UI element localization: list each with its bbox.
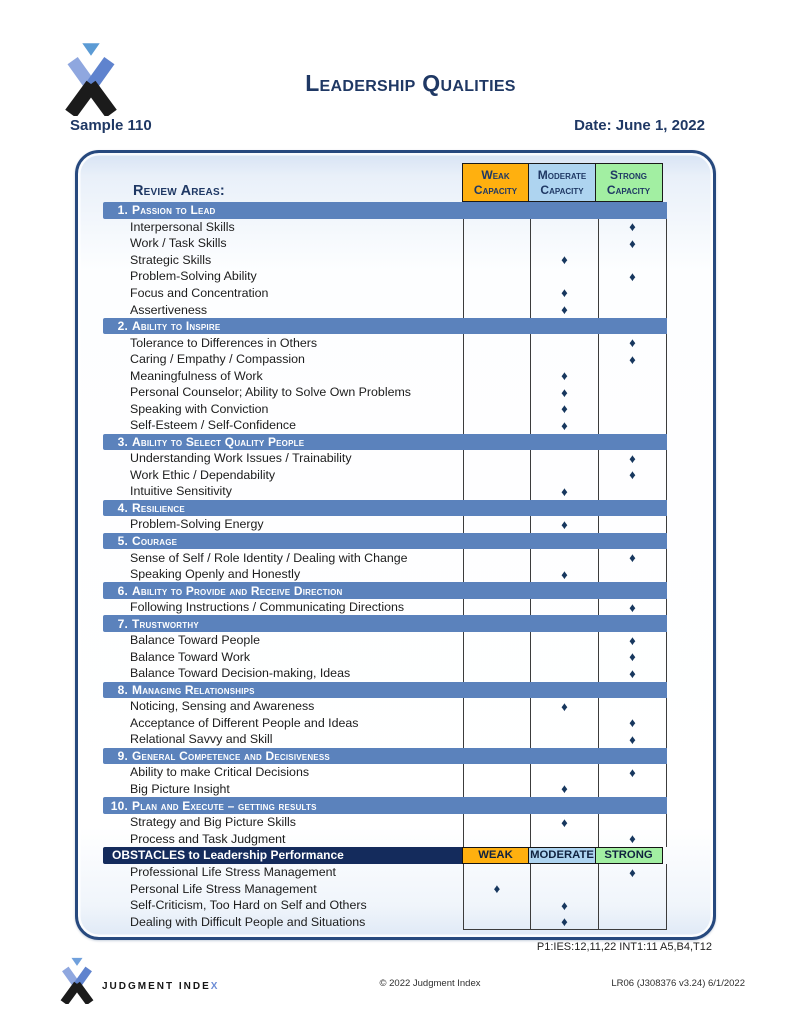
rating-cell-weak (463, 715, 531, 732)
obstacles-column-weak: WEAK (462, 847, 530, 864)
rating-cell-moderate (531, 301, 599, 318)
review-row (103, 814, 667, 831)
rating-cell-strong (599, 252, 667, 269)
rating-diamond-icon: ♦ (629, 335, 636, 351)
rating-cell-weak (463, 781, 531, 798)
section-header (103, 500, 667, 517)
review-areas-label: Review Areas: (133, 183, 225, 199)
rating-cell-weak (463, 301, 531, 318)
row-label: Assertiveness (130, 302, 208, 317)
rating-cell-weak (463, 367, 531, 384)
review-row (103, 632, 667, 649)
rating-cell-moderate (531, 516, 599, 533)
rating-diamond-icon: ♦ (629, 831, 636, 847)
review-row (103, 483, 667, 500)
rating-cell-weak (463, 549, 531, 566)
report-box (75, 150, 716, 940)
section-number: 7. (117, 616, 128, 631)
section-header (103, 582, 667, 599)
rating-cell-moderate (531, 235, 599, 252)
section-header (103, 682, 667, 699)
rating-cell-weak (463, 483, 531, 500)
rating-cell-weak (463, 285, 531, 302)
section-header (103, 318, 667, 335)
rating-cell-moderate (531, 731, 599, 748)
row-label: Problem-Solving Ability (130, 269, 257, 284)
rating-cell-moderate (531, 334, 599, 351)
rating-cell-strong (599, 268, 667, 285)
rating-cell-weak (463, 252, 531, 269)
rating-cell-strong (599, 384, 667, 401)
rating-cell-strong (599, 764, 667, 781)
column-header-line: Capacity (473, 182, 518, 197)
rating-cell-weak (463, 235, 531, 252)
rating-diamond-icon: ♦ (561, 897, 568, 913)
row-label: Big Picture Insight (130, 781, 230, 796)
rating-cell-strong (599, 715, 667, 732)
rating-diamond-icon: ♦ (561, 781, 568, 797)
review-row (103, 400, 667, 417)
review-row (103, 219, 667, 236)
rating-cell-strong (599, 648, 667, 665)
section-number: 6. (117, 583, 128, 598)
review-row (103, 764, 667, 781)
rating-cell-moderate (531, 814, 599, 831)
rating-cell-moderate (531, 715, 599, 732)
section-header (103, 615, 667, 632)
table-body (103, 202, 667, 930)
row-label: Balance Toward Work (130, 649, 251, 664)
rating-cell-moderate (531, 698, 599, 715)
rating-cell-weak (463, 880, 531, 897)
rating-cell-weak (463, 632, 531, 649)
rating-diamond-icon: ♦ (493, 881, 501, 897)
rating-cell-weak (463, 648, 531, 665)
section-number: 4. (117, 500, 128, 515)
row-label: Tolerance to Differences in Others (130, 335, 318, 350)
column-header-moderate (528, 163, 596, 202)
rating-cell-strong (599, 864, 667, 881)
rating-cell-weak (463, 599, 531, 616)
review-row (103, 367, 667, 384)
rating-diamond-icon: ♦ (629, 550, 636, 566)
rating-diamond-icon: ♦ (629, 450, 636, 466)
report-date: Date: June 1, 2022 (574, 117, 705, 134)
row-label: Ability to make Critical Decisions (130, 765, 310, 780)
rating-diamond-icon: ♦ (561, 285, 568, 301)
column-header-line: Capacity (540, 182, 584, 197)
brand-wordmark (102, 981, 219, 992)
review-row (103, 648, 667, 665)
review-row (103, 285, 667, 302)
rating-cell-moderate (531, 351, 599, 368)
rating-cell-strong (599, 698, 667, 715)
rating-cell-strong (599, 235, 667, 252)
rating-diamond-icon: ♦ (561, 483, 568, 499)
rating-cell-strong (599, 632, 667, 649)
section-title: General Competence and Decisiveness (132, 748, 330, 763)
review-row (103, 566, 667, 583)
obstacles-column-moderate: MODERATE (528, 847, 596, 864)
row-label: Sense of Self / Role Identity / Dealing with Change (130, 550, 408, 565)
section-number: 10. (110, 798, 128, 813)
obstacles-header (103, 847, 667, 864)
rating-diamond-icon: ♦ (629, 351, 636, 367)
rating-cell-weak (463, 450, 531, 467)
row-label: Intuitive Sensitivity (130, 484, 232, 499)
row-label: Professional Life Stress Management (130, 865, 336, 880)
logo-triangle-icon (82, 43, 99, 56)
section-title: Courage (132, 534, 178, 548)
section-header (103, 434, 667, 451)
rating-cell-moderate (531, 566, 599, 583)
row-label: Process and Task Judgment (130, 831, 286, 846)
review-row (103, 781, 667, 798)
rating-cell-strong (599, 897, 667, 914)
column-header-line: Capacity (606, 182, 651, 197)
section-title: Trustworthy (132, 616, 199, 631)
row-label: Work Ethic / Dependability (130, 467, 276, 482)
section-title: Managing Relationships (132, 682, 255, 697)
rating-diamond-icon: ♦ (629, 864, 636, 880)
rating-cell-moderate (531, 632, 599, 649)
section-title: Ability to Inspire (132, 319, 221, 334)
rating-cell-moderate (531, 665, 599, 682)
rating-cell-moderate (531, 897, 599, 914)
review-table (103, 163, 667, 930)
row-label: Dealing with Difficult People and Situations (130, 914, 366, 929)
row-label: Personal Life Stress Management (130, 881, 317, 896)
rating-cell-weak (463, 400, 531, 417)
review-row (103, 384, 667, 401)
rating-cell-strong (599, 516, 667, 533)
review-row (103, 549, 667, 566)
rating-cell-strong (599, 467, 667, 484)
column-header-line: Weak (481, 167, 510, 182)
row-label: Strategy and Big Picture Skills (130, 815, 296, 830)
brand-x-icon: X (210, 981, 220, 992)
row-label: Understanding Work Issues / Trainability (130, 451, 352, 466)
rating-cell-weak (463, 334, 531, 351)
rating-diamond-icon: ♦ (561, 252, 568, 268)
section-header (103, 202, 667, 219)
rating-cell-weak (463, 219, 531, 236)
rating-cell-moderate (531, 864, 599, 881)
rating-cell-moderate (531, 285, 599, 302)
rating-cell-strong (599, 351, 667, 368)
rating-cell-moderate (531, 417, 599, 434)
review-row (103, 715, 667, 732)
rating-cell-moderate (531, 219, 599, 236)
rating-cell-strong (599, 400, 667, 417)
rating-cell-moderate (531, 467, 599, 484)
section-number: 9. (117, 748, 128, 763)
review-row (103, 235, 667, 252)
rating-diamond-icon: ♦ (629, 467, 636, 483)
row-label: Focus and Concentration (130, 285, 269, 300)
rating-cell-moderate (531, 781, 599, 798)
rating-diamond-icon: ♦ (629, 632, 636, 648)
rating-cell-strong (599, 549, 667, 566)
review-row (103, 880, 667, 897)
rating-diamond-icon: ♦ (561, 401, 568, 417)
rating-diamond-icon: ♦ (561, 814, 568, 830)
review-row (103, 698, 667, 715)
rating-cell-strong (599, 830, 667, 847)
review-row (103, 864, 667, 881)
rating-cell-moderate (531, 367, 599, 384)
rating-cell-strong (599, 781, 667, 798)
rating-cell-strong (599, 814, 667, 831)
rating-cell-weak (463, 914, 531, 931)
review-row (103, 830, 667, 847)
rating-cell-strong (599, 367, 667, 384)
review-row (103, 417, 667, 434)
row-label: Speaking with Conviction (130, 401, 269, 416)
rating-cell-weak (463, 516, 531, 533)
rating-cell-strong (599, 665, 667, 682)
review-row (103, 351, 667, 368)
rating-cell-moderate (531, 384, 599, 401)
section-number: 5. (117, 534, 128, 548)
row-label: Following Instructions / Communicating Directions (130, 600, 405, 615)
rating-cell-weak (463, 417, 531, 434)
section-header (103, 797, 667, 814)
review-row (103, 268, 667, 285)
row-label: Work / Task Skills (130, 236, 227, 251)
review-row (103, 599, 667, 616)
rating-diamond-icon: ♦ (561, 302, 568, 317)
rating-diamond-icon: ♦ (561, 698, 568, 714)
table-header-row (103, 163, 667, 202)
rating-cell-weak (463, 864, 531, 881)
section-header (103, 748, 667, 765)
review-row (103, 334, 667, 351)
rating-diamond-icon: ♦ (629, 665, 636, 681)
row-label: Relational Savvy and Skill (130, 732, 273, 747)
review-row (103, 301, 667, 318)
row-label: Personal Counselor; Ability to Solve Own Problems (130, 385, 411, 400)
rating-cell-moderate (531, 830, 599, 847)
rating-cell-moderate (531, 599, 599, 616)
rating-cell-moderate (531, 268, 599, 285)
section-header (103, 533, 667, 550)
rating-diamond-icon: ♦ (629, 715, 636, 731)
review-row (103, 665, 667, 682)
rating-cell-weak (463, 830, 531, 847)
rating-cell-weak (463, 268, 531, 285)
section-number: 3. (117, 434, 128, 449)
page-title: Leadership Qualities (305, 70, 516, 96)
rating-cell-moderate (531, 880, 599, 897)
row-label: Meaningfulness of Work (130, 368, 263, 383)
document-reference: LR06 (J308376 v3.24) 6/1/2022 (611, 978, 745, 989)
section-title: Passion to Lead (132, 203, 216, 218)
rating-diamond-icon: ♦ (629, 235, 636, 251)
rating-diamond-icon: ♦ (629, 268, 636, 284)
row-label: Acceptance of Different People and Ideas (130, 715, 359, 730)
rating-cell-moderate (531, 450, 599, 467)
rating-diamond-icon: ♦ (561, 417, 568, 433)
rating-cell-strong (599, 599, 667, 616)
rating-cell-strong (599, 483, 667, 500)
rating-cell-weak (463, 467, 531, 484)
rating-diamond-icon: ♦ (561, 516, 568, 532)
section-title: Plan and Execute – getting results (132, 798, 317, 813)
column-header-strong (595, 163, 663, 202)
review-row (103, 516, 667, 533)
row-label: Strategic Skills (130, 252, 212, 267)
rating-cell-weak (463, 731, 531, 748)
judgment-index-logo-small-icon (58, 956, 96, 1004)
rating-cell-weak (463, 566, 531, 583)
review-row (103, 450, 667, 467)
row-label: Caring / Empathy / Compassion (130, 352, 305, 367)
brand-text: JUDGMENT INDE (102, 981, 211, 992)
rating-cell-moderate (531, 914, 599, 931)
row-label: Interpersonal Skills (130, 219, 235, 234)
rating-cell-weak (463, 764, 531, 781)
rating-cell-strong (599, 731, 667, 748)
sample-label: Sample 110 (70, 117, 152, 134)
score-codes: P1:IES:12,11,22 INT1:11 A5,B4,T12 (536, 941, 712, 953)
row-label: Self-Criticism, Too Hard on Self and Others (130, 898, 367, 913)
rating-cell-moderate (531, 549, 599, 566)
rating-cell-weak (463, 814, 531, 831)
column-header-line: Strong (610, 167, 647, 182)
review-row (103, 897, 667, 914)
column-header-weak (462, 163, 530, 202)
rating-diamond-icon: ♦ (629, 599, 636, 615)
rating-cell-moderate (531, 483, 599, 500)
rating-cell-strong (599, 914, 667, 931)
column-header-line: Moderate (537, 167, 587, 182)
rating-cell-weak (463, 351, 531, 368)
row-label: Balance Toward Decision-making, Ideas (130, 666, 351, 681)
row-label: Balance Toward People (130, 633, 260, 648)
review-row (103, 914, 667, 931)
rating-cell-weak (463, 698, 531, 715)
rating-cell-moderate (531, 648, 599, 665)
rating-cell-strong (599, 334, 667, 351)
section-number: 1. (117, 203, 128, 218)
rating-diamond-icon: ♦ (561, 913, 568, 929)
rating-diamond-icon: ♦ (629, 649, 636, 665)
rating-diamond-icon: ♦ (629, 764, 636, 780)
rating-cell-strong (599, 880, 667, 897)
rating-cell-moderate (531, 764, 599, 781)
rating-diamond-icon: ♦ (629, 219, 636, 235)
rating-diamond-icon: ♦ (561, 384, 568, 400)
section-title: Resilience (132, 500, 185, 515)
rating-cell-strong (599, 417, 667, 434)
section-title: Ability to Provide and Receive Direction (132, 583, 343, 598)
review-row (103, 467, 667, 484)
rating-diamond-icon: ♦ (629, 731, 636, 747)
obstacles-column-strong: STRONG (595, 847, 663, 864)
rating-diamond-icon: ♦ (561, 368, 568, 384)
rating-cell-moderate (531, 252, 599, 269)
row-label: Self-Esteem / Self-Confidence (130, 418, 296, 433)
rating-cell-strong (599, 450, 667, 467)
row-label: Noticing, Sensing and Awareness (130, 699, 315, 714)
review-row (103, 252, 667, 269)
rating-cell-weak (463, 665, 531, 682)
rating-cell-strong (599, 285, 667, 302)
section-title: Ability to Select Quality People (132, 434, 305, 449)
obstacles-title: OBSTACLES to Leadership Performance (103, 847, 463, 864)
review-row (103, 731, 667, 748)
rating-cell-weak (463, 897, 531, 914)
rating-cell-weak (463, 384, 531, 401)
copyright-text: © 2022 Judgment Index (379, 978, 481, 989)
rating-cell-strong (599, 219, 667, 236)
rating-cell-strong (599, 566, 667, 583)
rating-cell-moderate (531, 400, 599, 417)
rating-diamond-icon: ♦ (561, 566, 568, 582)
row-label: Problem-Solving Energy (130, 517, 264, 532)
section-number: 2. (117, 319, 128, 334)
rating-cell-strong (599, 301, 667, 318)
row-label: Speaking Openly and Honestly (130, 567, 301, 582)
section-number: 8. (117, 682, 128, 697)
